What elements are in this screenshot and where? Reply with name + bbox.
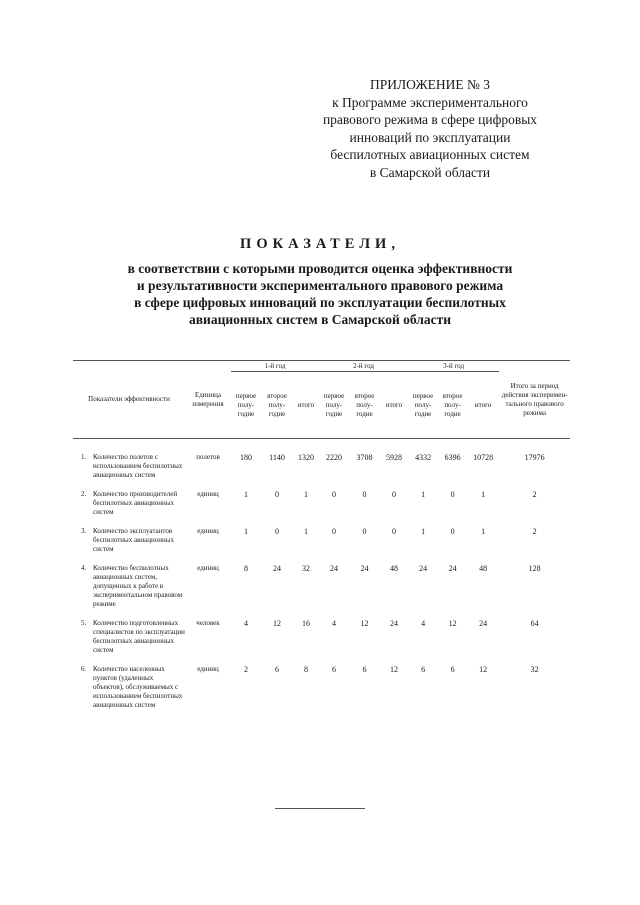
value-cell: 12 <box>360 619 369 628</box>
value-cell: 6 <box>421 665 426 674</box>
value-cell: 4 <box>244 619 248 628</box>
appendix-line: правового режима в сфере цифровых <box>322 112 538 127</box>
header-year-3: 3-й год <box>408 361 499 372</box>
value-cell: 0 <box>275 490 279 499</box>
value-cell: 0 <box>392 490 397 499</box>
value-cell: 24 <box>419 564 428 573</box>
header-first-half: первое полу-годие <box>323 391 345 418</box>
total-cell: 2 <box>532 490 537 499</box>
table-row <box>73 527 570 564</box>
value-cell: 0 <box>332 527 337 536</box>
row-number: 6. <box>81 665 87 673</box>
appendix-line: инноваций по эксплуатации <box>349 129 511 145</box>
appendix-line: к Программе экспериментального <box>332 94 528 110</box>
document-heading: ПОКАЗАТЕЛИ, <box>240 236 400 252</box>
table-row <box>73 665 570 720</box>
table-row <box>73 490 570 527</box>
value-cell: 10728 <box>473 453 494 462</box>
header-second-half: второе полу-годие <box>267 391 287 418</box>
header-year-total: итого <box>474 400 492 409</box>
value-cell: 1 <box>244 490 248 499</box>
total-cell: 64 <box>530 619 539 628</box>
row-number: 3. <box>81 527 87 535</box>
appendix-line: беспилотных авиационных систем <box>330 147 530 162</box>
row-number: 5. <box>81 619 87 627</box>
value-cell: 8 <box>244 564 248 573</box>
value-cell: 0 <box>362 490 367 499</box>
value-cell: 24 <box>448 564 457 573</box>
total-cell: 2 <box>532 527 537 536</box>
value-cell: 0 <box>450 527 455 536</box>
value-cell: 2 <box>244 665 248 674</box>
subheading-line: авиационных систем в Самарской области <box>189 312 451 327</box>
table-row <box>73 564 570 619</box>
unit-cell: человек <box>196 619 220 627</box>
header-year-1: 1-й год <box>231 361 319 372</box>
value-cell: 1 <box>421 490 426 499</box>
value-cell: 1 <box>481 527 486 536</box>
unit-cell: единиц <box>197 527 219 535</box>
value-cell: 1 <box>304 490 309 499</box>
value-cell: 24 <box>273 564 281 573</box>
indicator-name: Количество населенных пунктов (удаленных объектов), обслуживаемых с использованием беспилотных авиационных систем <box>93 665 183 709</box>
table-row <box>73 619 570 665</box>
indicator-name: Количество полетов с использованием беспилотных авиационных систем <box>93 453 183 479</box>
value-cell: 6 <box>362 665 367 674</box>
value-cell: 24 <box>330 564 339 573</box>
value-cell: 180 <box>240 453 252 462</box>
value-cell: 1320 <box>298 453 315 462</box>
total-cell: 32 <box>530 665 539 674</box>
header-first-half: первое полу-годие <box>235 391 257 418</box>
header-second-half: второе полу-годие <box>354 391 375 418</box>
value-cell: 24 <box>360 564 369 573</box>
value-cell: 12 <box>273 619 281 628</box>
value-cell: 2220 <box>326 453 343 462</box>
subheading-line: и результативности экспериментального правового режима <box>136 278 504 293</box>
value-cell: 1 <box>244 527 248 536</box>
unit-cell: единиц <box>197 490 219 498</box>
value-cell: 0 <box>450 490 455 499</box>
header-second-half: второе полу-годие <box>442 391 463 418</box>
value-cell: 12 <box>390 665 399 674</box>
value-cell: 32 <box>302 564 311 573</box>
value-cell: 48 <box>390 564 399 573</box>
value-cell: 24 <box>479 619 488 628</box>
value-cell: 48 <box>479 564 488 573</box>
closing-separator-line <box>275 808 365 809</box>
header-year-2: 2-й год <box>319 361 408 372</box>
value-cell: 12 <box>479 665 488 674</box>
value-cell: 6396 <box>444 453 461 462</box>
value-cell: 4332 <box>415 453 432 462</box>
indicator-name: Количество эксплуатантов беспилотных авиационных систем <box>93 527 174 553</box>
total-cell: 128 <box>528 564 541 573</box>
value-cell: 6 <box>332 665 337 674</box>
value-cell: 4 <box>421 619 426 628</box>
header-unit: Единица измерения <box>192 390 224 408</box>
value-cell: 8 <box>304 665 309 674</box>
subheading-line: в сфере цифровых инноваций по эксплуатации беспилотных <box>134 295 506 310</box>
document-subheading <box>40 260 600 328</box>
header-total: Итого за период действия эксперимен-тального правового режима <box>501 381 568 417</box>
unit-cell: единиц <box>197 564 219 572</box>
unit-cell: полетов <box>196 453 220 461</box>
subheading-line: в соответствии с которыми проводится оценка эффективности <box>127 261 513 276</box>
row-number: 2. <box>81 490 87 498</box>
value-cell: 16 <box>302 619 311 628</box>
row-number: 4. <box>81 564 87 572</box>
value-cell: 0 <box>362 527 367 536</box>
total-cell: 17976 <box>524 453 545 462</box>
appendix-block <box>300 76 560 181</box>
header-first-half: первое полу-годие <box>412 391 434 418</box>
value-cell: 5928 <box>386 453 403 462</box>
appendix-line: в Самарской области <box>369 164 491 180</box>
value-cell: 1 <box>421 527 426 536</box>
table-row <box>73 439 570 491</box>
indicator-name: Количество беспилотных авиационных систем, допущенных к работе в экспериментальном правовом режиме <box>93 564 183 608</box>
value-cell: 0 <box>392 527 397 536</box>
header-year-total: итого <box>297 400 315 409</box>
value-cell: 3708 <box>356 453 373 462</box>
indicators-table <box>73 360 570 720</box>
value-cell: 1 <box>481 490 486 499</box>
header-year-total: итого <box>385 400 403 409</box>
row-number: 1. <box>81 453 87 461</box>
value-cell: 24 <box>390 619 399 628</box>
value-cell: 1 <box>304 527 309 536</box>
appendix-title: ПРИЛОЖЕНИЕ № 3 <box>369 77 491 92</box>
value-cell: 12 <box>448 619 457 628</box>
indicator-name: Количество производителей беспилотных авиационных систем <box>93 490 178 516</box>
value-cell: 6 <box>275 665 279 674</box>
header-indicator: Показатели эффективности <box>88 395 170 403</box>
value-cell: 1140 <box>269 453 285 462</box>
value-cell: 4 <box>332 619 337 628</box>
value-cell: 6 <box>450 665 455 674</box>
value-cell: 0 <box>332 490 337 499</box>
indicator-name: Количество подготовленных специалистов по эксплуатации беспилотных авиационных систем <box>93 619 185 654</box>
value-cell: 0 <box>275 527 279 536</box>
unit-cell: единиц <box>197 665 219 673</box>
